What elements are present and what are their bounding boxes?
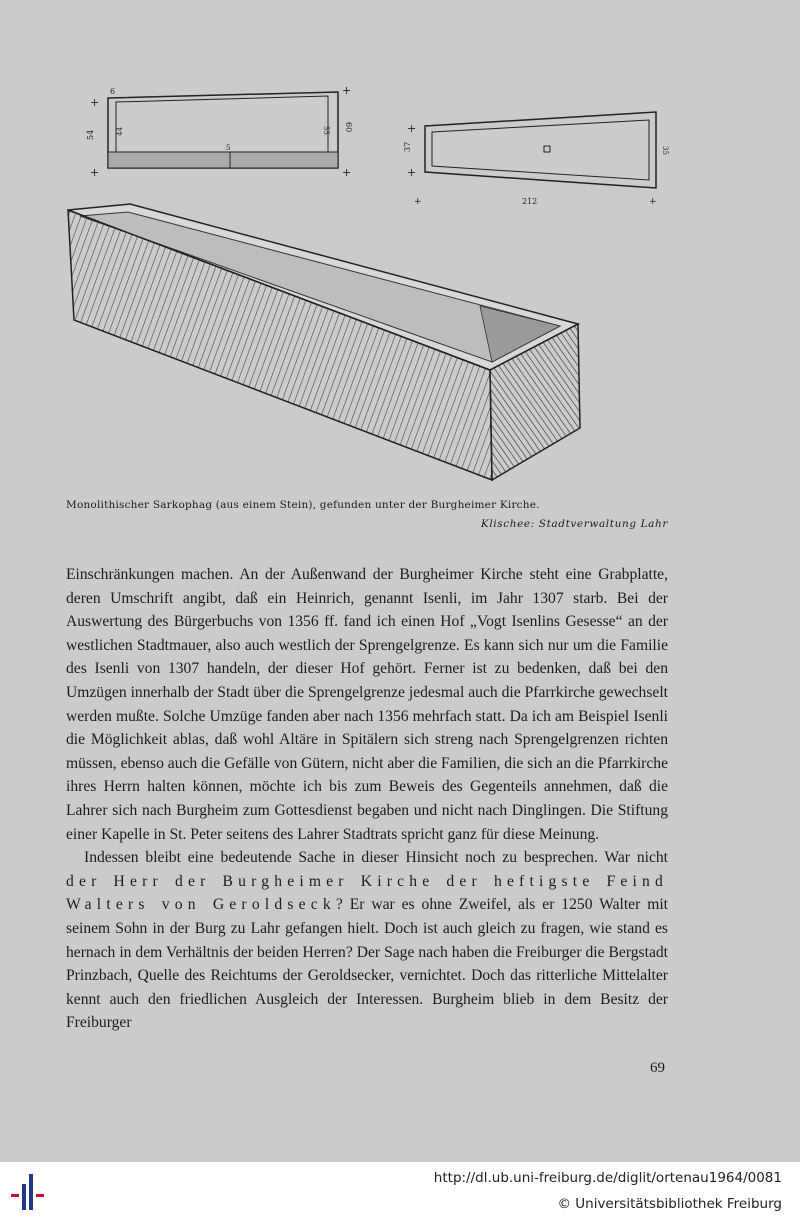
svg-text:+: +: [342, 166, 352, 179]
sarcophagus-figure: [60, 80, 680, 490]
svg-text:+: +: [90, 96, 100, 109]
library-footer: [0, 1162, 800, 1220]
paragraph: [66, 846, 668, 1035]
figure-caption: Monolithischer Sarkophag (aus einem Stein), gefunden unter der Burgheimer Kirche.: [66, 499, 540, 511]
svg-text:+: +: [649, 197, 657, 207]
svg-text:+: +: [407, 166, 417, 179]
dim-label: 6: [110, 87, 116, 96]
dim-label: 212: [522, 197, 538, 206]
ub-freiburg-logo-icon: [8, 1172, 52, 1212]
svg-text:+: +: [342, 84, 352, 97]
paragraph: [66, 563, 668, 846]
figure-credit: Klischee: Stadtverwaltung Lahr: [480, 518, 668, 530]
copyright-notice: © Universitätsbibliothek Freiburg: [557, 1196, 782, 1212]
permalink-url[interactable]: http://dl.ub.uni-freiburg.de/diglit/ortenau1964/0081: [433, 1170, 782, 1186]
plan-drawing: [403, 112, 669, 207]
svg-text:+: +: [90, 166, 100, 179]
dim-label: 5: [226, 144, 231, 152]
sarcophagus-illustration: [60, 80, 680, 490]
paragraph-text: Indessen bleibt eine bedeutende Sache in dieser Hinsicht noch zu besprechen. War nicht: [84, 849, 668, 867]
dim-label: 60: [344, 122, 353, 133]
svg-text:+: +: [414, 197, 422, 207]
dim-label: 55: [322, 126, 330, 135]
body-text: [66, 563, 668, 1035]
section-drawing: [86, 84, 353, 179]
page-number: 69: [650, 1060, 665, 1076]
emphasized-text: der Herr der Burgheimer Kirche der heftigste Feind Walters von Geroldseck: [66, 872, 668, 914]
svg-text:+: +: [407, 122, 417, 135]
dim-label: 37: [403, 141, 412, 152]
dim-label: 44: [116, 127, 124, 136]
dim-label: 35: [661, 146, 669, 155]
dim-label: 54: [86, 129, 95, 140]
paragraph-text: ? Er war es ohne Zweifel, als er 1250 Walter mit seinem Sohn in der Burg zu Lahr gefangen hielt. Doch ist auch gleich zu fragen, wie stand es hernach in dem Verhältnis der beiden Herren? Der Sage nach haben die Freiburger die Bergstadt Prinzbach, Quelle des Reichtums der Geroldsecker, vernichtet. Doch das ritterliche Mittelalter kennt auch den friedlichen Ausgleich der Interessen. Burgheim blieb in dem Besitz der Freiburger: [66, 896, 668, 1032]
sarcophagus-sketch: [68, 204, 580, 480]
paragraph-text: Einschränkungen machen. An der Außenwand der Burgheimer Kirche steht eine Grabplatte, deren Umschrift angibt, daß ein Heinrich, genannt Isenli, im Jahr 1307 starb. Bei der Auswertung des Bürgerbuchs von 1356 ff. fand ich einen Hof „Vogt Isenlins Gesesse“ an der westlichen Stadtmauer, also auch westlich der Sprengelgrenze. Es kann sich nur um die Familie des Isenli von 1307 handeln, der dieser Hof gehört. Ferner ist zu bedenken, daß bei den Umzügen innerhalb der Stadt über die Sprengelgrenze jedesmal auch die Pfarrkirche gewechselt werden mußte. Solche Umzüge fanden aber nach 1356 mehrfach statt. Da ich am Beispiel Isenli die Möglichkeit ablas, daß wohl Altäre in Spitälern sich streng nach Sprengelgrenzen richten müssen, ebenso auch die Gefälle von Gütern, nicht aber die Familien, die sich an die Pfarrkirche ihres Herrn halten können, möchte ich bis zum Beweis des Gegenteils annehmen, daß die Lahrer sich nach Burgheim zum Gottesdienst begaben und nicht nach Dinglingen. Die Stiftung einer Kapelle in St. Peter seitens des Lahrer Stadtrats spricht ganz für diese Meinung.: [66, 566, 668, 843]
